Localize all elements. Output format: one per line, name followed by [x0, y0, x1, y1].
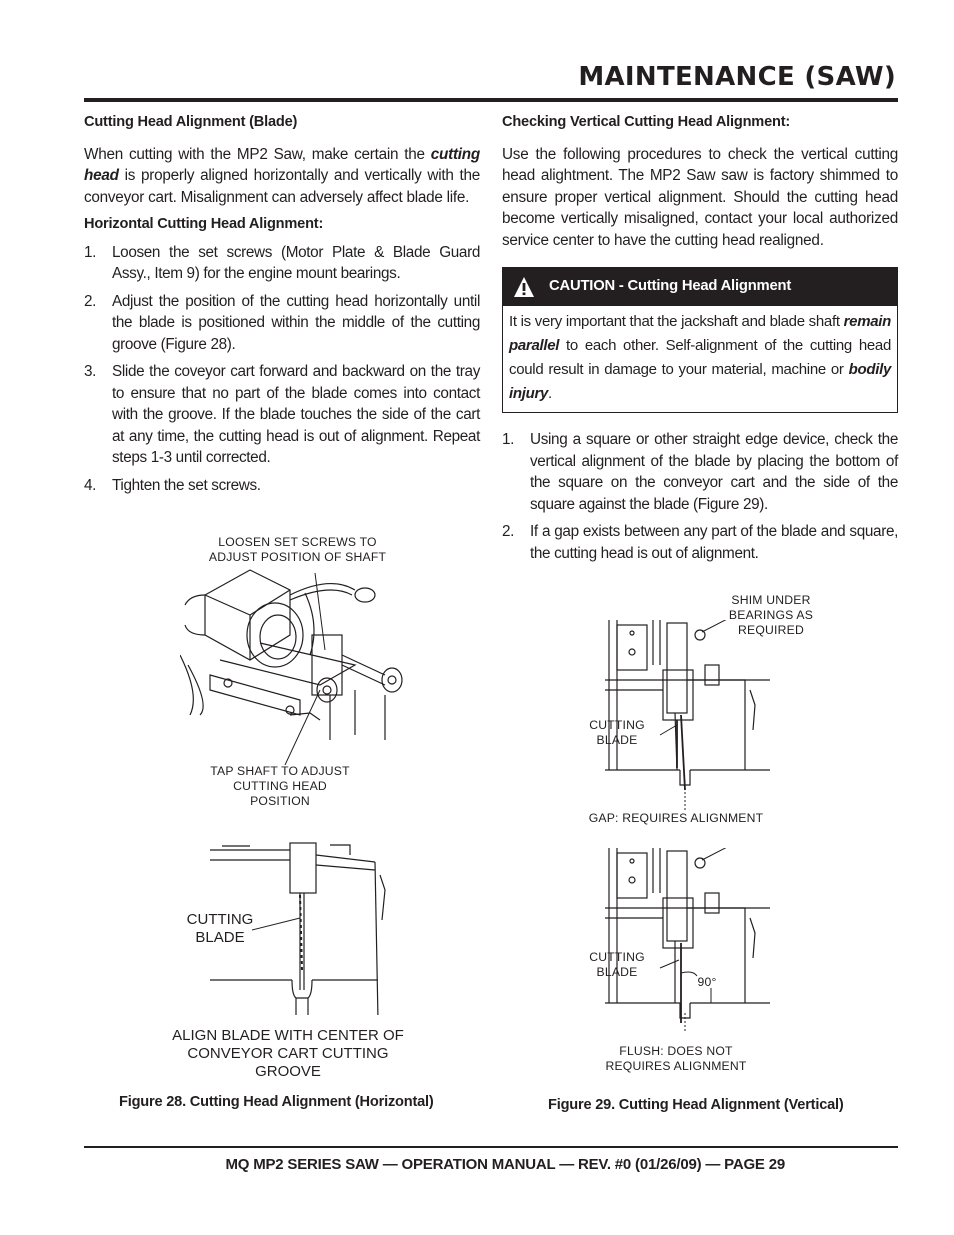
figure-29-bottom-illustration — [605, 848, 770, 1033]
warning-icon — [513, 276, 535, 298]
vertical-steps-list — [502, 429, 898, 564]
step-text: Loosen the set screws (Motor Plate & Blade Guard Assy., Item 9) for the engine mount bearings. — [112, 243, 480, 282]
step-text: Adjust the position of the cutting head horizontally until the blade is positioned within the middle of the cutting groove (Figure 28). — [112, 292, 480, 353]
figure-29-caption: Figure 29. Cutting Head Alignment (Vertical) — [548, 1097, 844, 1113]
vertical-intro-paragraph: Use the following procedures to check the vertical cutting head alightment. The MP2 Saw saw is factory shimmed to ensure proper vertical alignment. Should the cutting head become vertically misaligned, contact your local authorized service center to have the cutting head realigned. — [502, 145, 898, 249]
caution-text-c: . — [548, 385, 552, 402]
step-number: 4. — [84, 476, 97, 494]
step-text: Tighten the set screws. — [112, 476, 261, 494]
label-align-blade: ALIGN BLADE WITH CENTER OF CONVEYOR CART CUTTING GROOVE — [172, 1027, 404, 1080]
intro-text-b: is properly aligned horizontally and vertically with the conveyor cart. Misalignment can adversely affect blade life. — [84, 167, 480, 206]
page-title: MAINTENANCE (SAW) — [578, 62, 896, 92]
list-item — [502, 429, 898, 515]
label-cutting-blade-fig29-top: CUTTING BLADE — [589, 718, 645, 747]
label-shim-under-bearings: SHIM UNDER BEARINGS AS REQUIRED — [728, 593, 814, 637]
intro-emphasis: cutting head — [84, 145, 480, 184]
step-number: 1. — [502, 431, 515, 448]
list-item — [502, 521, 898, 564]
step-text: Slide the coveyor cart forward and backward on the tray to ensure that no part of the blade comes into contact with the groove. If the blade touches the side of the cart at any time, the cutting head is out of alignment. Repeat steps 1-3 until corrected. — [112, 363, 480, 466]
section-heading-blade-alignment: Cutting Head Alignment (Blade) — [84, 114, 298, 130]
section-heading-vertical: Checking Vertical Cutting Head Alignment: — [502, 114, 791, 130]
label-tap-shaft: TAP SHAFT TO ADJUST CUTTING HEAD POSITION — [210, 764, 350, 808]
label-cutting-blade-fig29-bottom: CUTTING BLADE — [589, 950, 645, 979]
caution-text-b: to each other. Self-alignment of the cutting head could result in damage to your material, machine or — [509, 337, 891, 378]
step-number: 3. — [84, 363, 97, 380]
caution-box — [502, 267, 898, 413]
label-cutting-blade-fig28: CUTTING BLADE — [186, 911, 254, 946]
figure-28-top-illustration — [180, 565, 405, 765]
caution-header — [503, 268, 897, 306]
step-number: 2. — [84, 292, 97, 310]
caution-emphasis-injury: bodily injury — [509, 361, 891, 402]
caution-text-a: It is very important that the jackshaft and blade shaft — [509, 313, 844, 330]
step-number: 1. — [84, 243, 97, 261]
label-90-degrees: 90° — [697, 975, 717, 989]
figure-28-caption: Figure 28. Cutting Head Alignment (Horizontal) — [119, 1094, 434, 1110]
header-rule — [84, 98, 898, 102]
figure-29-top-illustration — [605, 620, 770, 810]
list-item — [84, 242, 480, 285]
caution-emphasis-parallel: remain parallel — [509, 313, 891, 354]
step-text: Using a square or other straight edge device, check the vertical alignment of the blade by placing the bottom of the square on the conveyor cart and the side of the square against the blade (Figure 29). — [530, 431, 898, 513]
horizontal-steps-list — [84, 242, 480, 497]
step-number: 2. — [502, 523, 515, 540]
section-heading-horizontal: Horizontal Cutting Head Alignment: — [84, 216, 324, 232]
intro-text-a: When cutting with the MP2 Saw, make certain the — [84, 145, 431, 163]
list-item — [84, 475, 480, 497]
right-column — [502, 112, 898, 570]
footer-rule — [84, 1146, 898, 1148]
page-footer: MQ MP2 SERIES SAW — OPERATION MANUAL — REV. #0 (01/26/09) — PAGE 29 — [225, 1156, 785, 1173]
caution-text — [503, 306, 897, 412]
intro-paragraph — [84, 144, 480, 209]
left-column — [84, 112, 480, 502]
caution-title: CAUTION - Cutting Head Alignment — [549, 278, 792, 295]
label-gap-requires-alignment: GAP: REQUIRES ALIGNMENT — [588, 811, 764, 825]
label-loosen-set-screws: LOOSEN SET SCREWS TO ADJUST POSITION OF SHAFT — [208, 535, 387, 564]
list-item — [84, 361, 480, 469]
label-flush-no-alignment: FLUSH: DOES NOT REQUIRES ALIGNMENT — [605, 1044, 747, 1073]
list-item — [84, 291, 480, 356]
step-text: If a gap exists between any part of the blade and square, the cutting head is out of alignment. — [530, 523, 898, 562]
